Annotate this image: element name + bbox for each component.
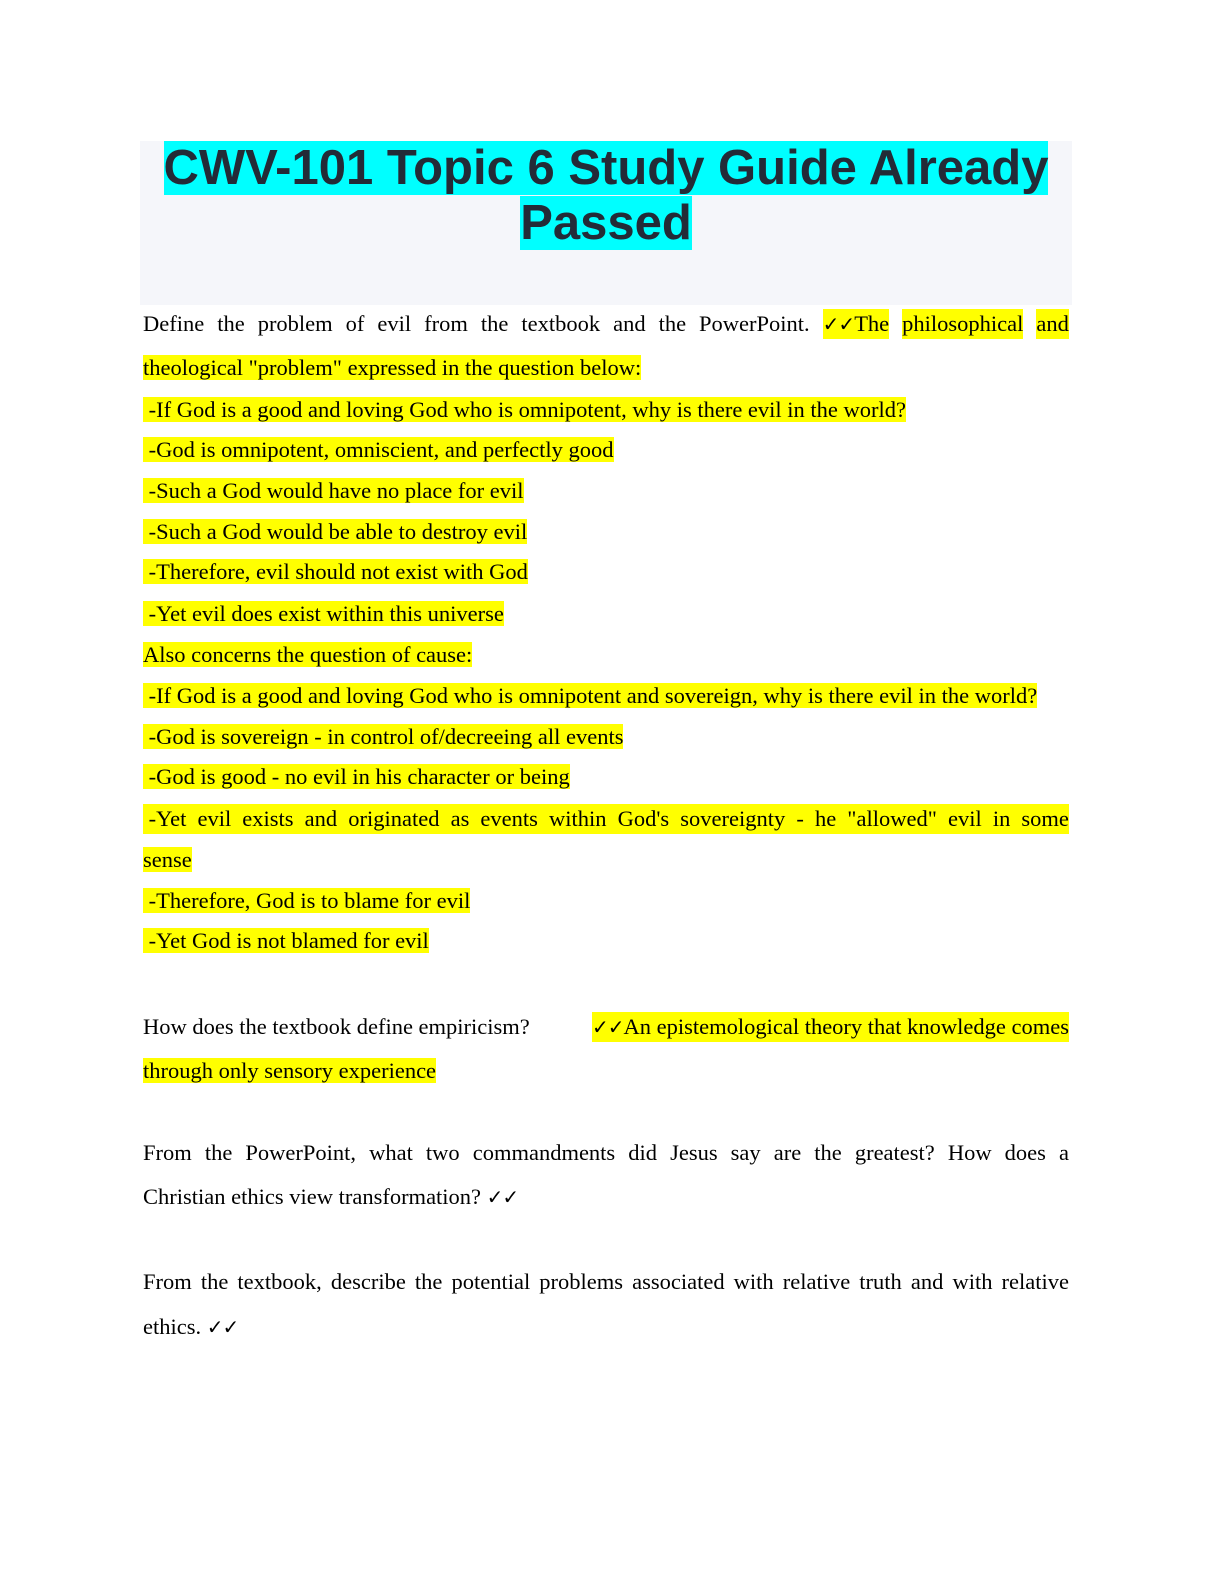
answer-text: -God is good - no evil in his character or being [143, 764, 570, 789]
cause-heading [143, 640, 472, 670]
document-title [140, 141, 1072, 251]
answer-word: within [549, 806, 607, 831]
answer-text: -If God is a good and loving God who is omnipotent, why is there evil in the world? [143, 397, 907, 422]
bullet-b1 [143, 681, 1037, 711]
q3-line-1 [143, 1138, 1069, 1168]
q1-word: and [613, 311, 646, 336]
q3-word: a [1058, 1140, 1069, 1165]
answer-word: God's [617, 806, 670, 831]
question-text: ethics. [143, 1314, 202, 1339]
q3-word: the [204, 1140, 233, 1165]
q3-word: Jesus [670, 1140, 718, 1165]
q1-word: Define [143, 311, 205, 336]
q3-line-2 [143, 1182, 518, 1212]
q1-word: PowerPoint. [699, 311, 810, 336]
q4-line-2 [143, 1312, 238, 1342]
q3-word: the [814, 1140, 842, 1165]
q1-word: evil [377, 311, 412, 336]
q3-word: does [1004, 1140, 1046, 1165]
answer-word: as [450, 806, 470, 831]
bullet-c2 [143, 926, 429, 956]
q3-word: From [143, 1140, 192, 1165]
answer-word: evil [197, 806, 232, 831]
q1-word: the [217, 311, 245, 336]
answer-word: The [854, 311, 890, 336]
bullet-a2 [143, 435, 614, 465]
answer-word: -Yet [143, 806, 187, 831]
answer-word: sovereignty [680, 806, 786, 831]
bullet-a5 [143, 557, 528, 587]
checkmark-icon: ✓✓ [822, 312, 855, 336]
checkmark-icon: ✓✓ [206, 1315, 239, 1339]
q3-word: commandments [472, 1140, 616, 1165]
q1-word: problem [257, 311, 333, 336]
answer-word: exists [242, 806, 294, 831]
q1-answer-start [823, 309, 890, 339]
bullet-b4 [143, 804, 1069, 834]
q2-line-1 [143, 1012, 1069, 1042]
answer-text: -If God is a good and loving God who is omnipotent and sovereign, why is there evil in the world? [143, 683, 1038, 708]
bullet-b3 [143, 762, 570, 792]
title-line-2: Passed [520, 196, 692, 250]
bullet-a1 [143, 395, 906, 425]
bullet-b4-cont [143, 845, 192, 875]
answer-text: -Yet evil does exist within this universe [143, 601, 504, 626]
answer-text: -Such a God would be able to destroy evil [143, 519, 528, 544]
answer-word: and [1036, 309, 1069, 339]
bullet-a3 [143, 476, 524, 506]
q1-line-1 [143, 309, 1069, 339]
q2-answer [592, 1012, 1069, 1042]
answer-text: through only sensory experience [143, 1058, 437, 1083]
q3-word: two [425, 1140, 460, 1165]
title-line-1: CWV-101 Topic 6 Study Guide Already [163, 141, 1049, 195]
answer-text: -God is omnipotent, omniscient, and perfectly good [143, 437, 614, 462]
answer-text: An epistemological theory that knowledge comes [623, 1014, 1069, 1039]
answer-text: sense [143, 847, 192, 872]
q1-word: the [658, 311, 687, 336]
answer-text: -Such a God would have no place for evil [143, 478, 524, 503]
bullet-a4 [143, 517, 527, 547]
answer-word: evil [947, 806, 982, 831]
q1-word: from [424, 311, 468, 336]
q3-word: greatest? [854, 1140, 935, 1165]
answer-text: -Therefore, evil should not exist with God [143, 559, 528, 584]
answer-word: he [814, 806, 837, 831]
answer-word: philosophical [902, 309, 1023, 339]
answer-text: -Therefore, God is to blame for evil [143, 888, 471, 913]
q3-word: are [773, 1140, 802, 1165]
answer-text: -God is sovereign - in control of/decreeing all events [143, 724, 624, 749]
q1-word: textbook [521, 311, 601, 336]
answer-text: Also concerns the question of cause: [143, 642, 473, 667]
answer-word: - [796, 806, 804, 831]
answer-word: and [304, 806, 338, 831]
answer-word: events [480, 806, 538, 831]
q2-question: How does the textbook define empiricism? [143, 1014, 530, 1039]
q1-word: of [345, 311, 365, 336]
q3-word: PowerPoint, [245, 1140, 357, 1165]
question-text: From the textbook, describe the potential problems associated with relative truth and with relative [143, 1269, 1069, 1294]
q1-word: the [480, 311, 509, 336]
answer-word: in [992, 806, 1011, 831]
answer-word: originated [348, 806, 440, 831]
q3-word: did [628, 1140, 658, 1165]
answer-text: theological "problem" expressed in the question below: [143, 355, 642, 380]
answer-word: some [1021, 806, 1069, 831]
q4-line-1 [143, 1267, 1069, 1297]
answer-text: -Yet God is not blamed for evil [143, 928, 429, 953]
q3-word: How [947, 1140, 992, 1165]
q2-line-2 [143, 1056, 436, 1086]
q3-word: what [369, 1140, 413, 1165]
bullet-a6 [143, 599, 504, 629]
bullet-b2 [143, 722, 623, 752]
checkmark-icon: ✓✓ [486, 1185, 519, 1209]
q1-line-2 [143, 353, 641, 383]
answer-word: "allowed" [847, 806, 937, 831]
checkmark-icon: ✓✓ [591, 1015, 624, 1039]
q3-word: say [730, 1140, 761, 1165]
question-text: Christian ethics view transformation? [143, 1184, 482, 1209]
bullet-c1 [143, 886, 470, 916]
